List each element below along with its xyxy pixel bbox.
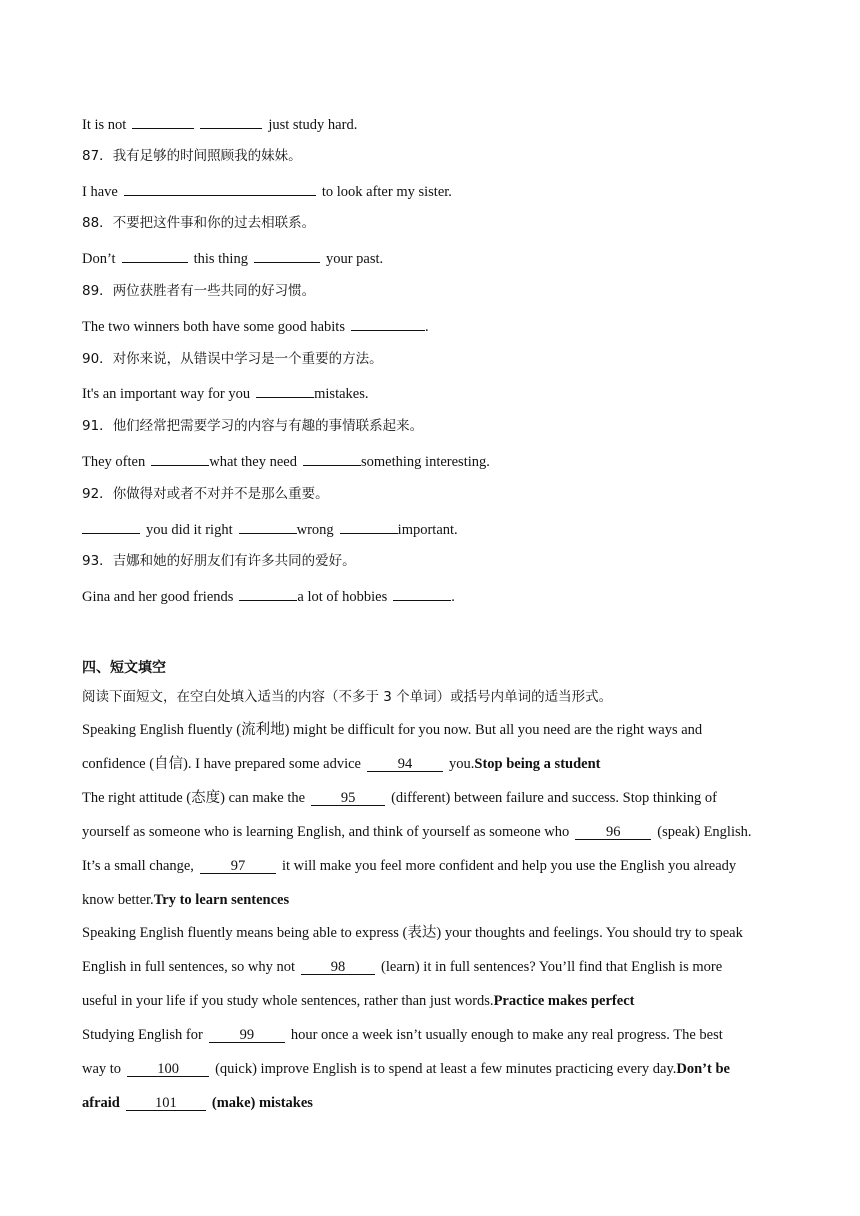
passage-line-3: The right attitude (态度) can make the 95 (different) between failure and success. Stop thinking of <box>82 790 717 806</box>
blank-95[interactable]: 95 <box>311 791 385 806</box>
passage-line-2: confidence (自信). I have prepared some advice 94 you.Stop being a student <box>82 756 601 772</box>
heading-practice: Practice makes perfect <box>493 993 635 1009</box>
q91-blank-1[interactable] <box>151 451 209 466</box>
passage-line-12: afraid 101 (make) mistakes <box>82 1095 313 1111</box>
heading-learn-sentences: Try to learn sentences <box>153 892 290 908</box>
q91-blank-2[interactable] <box>303 451 361 466</box>
q87-english: I have to look after my sister. <box>82 181 452 201</box>
blank-98[interactable]: 98 <box>301 960 375 975</box>
q91-english: They often what they need something interesting. <box>82 451 490 471</box>
passage-line-6: know better.Try to learn sentences <box>82 892 290 908</box>
passage-line-8: English in full sentences, so why not 98 (learn) it in full sentences? You’ll find that English is more <box>82 959 723 975</box>
blank-94[interactable]: 94 <box>367 757 443 772</box>
q86-english: It is not just study hard. <box>82 114 357 134</box>
q90-english: It's an important way for you mistakes. <box>82 383 369 403</box>
q92-blank-1[interactable] <box>82 519 140 534</box>
q92-blank-2[interactable] <box>239 519 297 534</box>
q87-blank[interactable] <box>124 181 316 196</box>
blank-96[interactable]: 96 <box>575 825 651 840</box>
q90-chinese: 90．对你来说，从错误中学习是一个重要的方法。 <box>82 351 383 367</box>
q88-blank-2[interactable] <box>254 248 320 263</box>
q89-blank[interactable] <box>351 316 425 331</box>
heading-dont-be-afraid: Don’t be <box>676 1061 730 1077</box>
blank-97[interactable]: 97 <box>200 859 276 874</box>
q88-blank-1[interactable] <box>122 248 188 263</box>
q91-chinese: 91．他们经常把需要学习的内容与有趣的事情联系起来。 <box>82 418 424 434</box>
q92-chinese: 92．你做得对或者不对并不是那么重要。 <box>82 486 329 502</box>
passage-line-1: Speaking English fluently (流利地) might be difficult for you now. But all you need are the right ways and <box>82 722 703 738</box>
q86-blank-2[interactable] <box>200 114 262 129</box>
heading-stop-being-student: Stop being a student <box>474 756 601 772</box>
q88-english: Don’t this thing your past. <box>82 248 383 268</box>
blank-101[interactable]: 101 <box>126 1096 206 1111</box>
passage-line-5: It’s a small change, 97 it will make you feel more confident and help you use the English you already <box>82 858 737 874</box>
q92-english: you did it right wrong important. <box>82 519 458 539</box>
q87-chinese: 87．我有足够的时间照顾我的妹妹。 <box>82 148 302 164</box>
q93-chinese: 93．吉娜和她的好朋友们有许多共同的爱好。 <box>82 553 356 569</box>
q90-blank[interactable] <box>256 383 314 398</box>
q88-chinese: 88．不要把这件事和你的过去相联系。 <box>82 215 316 231</box>
passage-line-7: Speaking English fluently means being able to express (表达) your thoughts and feelings. You should try to speak <box>82 925 743 941</box>
q93-english: Gina and her good friends a lot of hobbies . <box>82 586 455 606</box>
q86-blank-1[interactable] <box>132 114 194 129</box>
q89-chinese: 89．两位获胜者有一些共同的好习惯。 <box>82 283 316 299</box>
passage-line-4: yourself as someone who is learning English, and think of yourself as someone who 96 (speak) English. <box>82 824 752 840</box>
q93-blank-1[interactable] <box>239 586 297 601</box>
blank-99[interactable]: 99 <box>209 1028 285 1043</box>
passage-line-11: way to 100 (quick) improve English is to spend at least a few minutes practicing every day.Don’t be <box>82 1061 730 1077</box>
passage-line-10: Studying English for 99 hour once a week isn’t usually enough to make any real progress. The best <box>82 1027 723 1043</box>
section-instruction: 阅读下面短文，在空白处填入适当的内容（不多于 3 个单词）或括号内单词的适当形式。 <box>82 689 613 705</box>
blank-100[interactable]: 100 <box>127 1062 209 1077</box>
q89-english: The two winners both have some good habits . <box>82 316 429 336</box>
passage-line-9: useful in your life if you study whole sentences, rather than just words.Practice makes perfect <box>82 993 635 1009</box>
q93-blank-2[interactable] <box>393 586 451 601</box>
section-title: 四、短文填空 <box>82 660 166 676</box>
q92-blank-3[interactable] <box>340 519 398 534</box>
